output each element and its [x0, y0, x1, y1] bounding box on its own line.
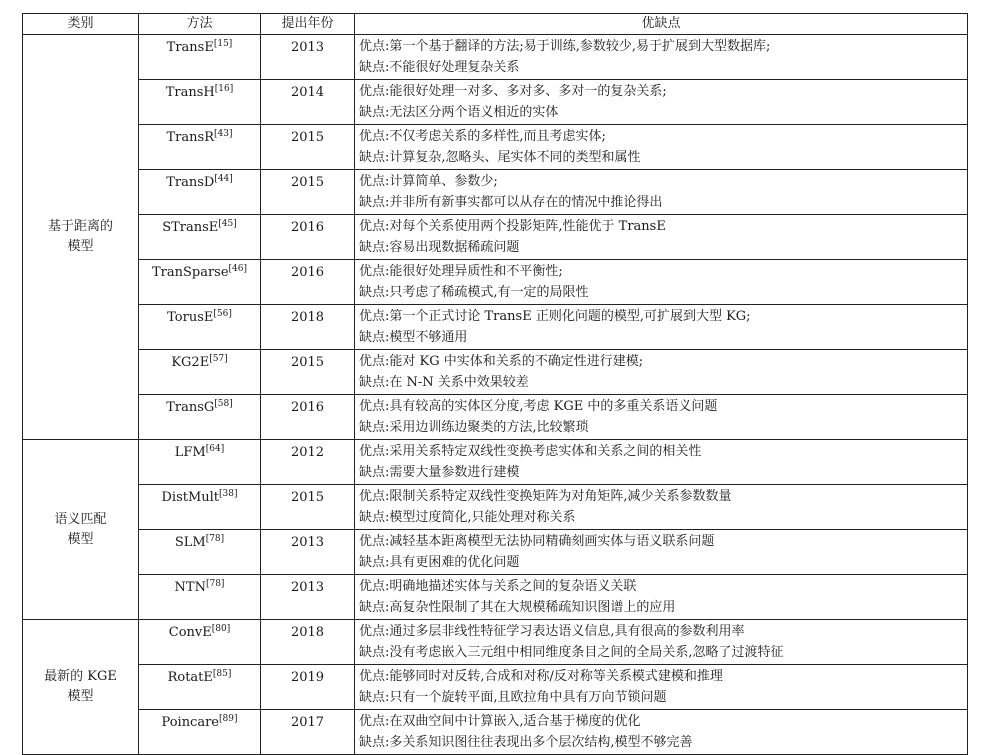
reference-number: [78] [205, 534, 225, 544]
year-cell: 2015 [261, 125, 355, 170]
method-name: TransD [166, 175, 215, 190]
reference-number: [45] [218, 219, 237, 229]
method-name: SLM [174, 535, 206, 550]
header-method: 方法 [139, 14, 261, 35]
method-cell [139, 710, 261, 755]
table-row [23, 665, 968, 710]
method-cell [139, 620, 261, 665]
reference-number: [89] [219, 714, 238, 724]
method-name: STransE [162, 220, 219, 235]
method-name: TranSparse [151, 265, 229, 280]
pros-text: 优点:不仅考虑关系的多样性,而且考虑实体; [359, 129, 606, 144]
year-cell: 2013 [261, 530, 355, 575]
method-name: TransR [166, 130, 214, 145]
proscons-cell [355, 485, 968, 530]
year-cell: 2018 [261, 305, 355, 350]
pros-text: 优点:能对 KG 中实体和关系的不确定性进行建模; [359, 354, 644, 369]
method-cell [139, 125, 261, 170]
cons-text: 缺点:计算复杂,忽略头、尾实体不同的类型和属性 [359, 149, 641, 165]
table-row [23, 395, 968, 440]
header-year: 提出年份 [261, 14, 355, 35]
reference-number: [44] [214, 174, 233, 184]
reference-number: [58] [214, 399, 233, 409]
proscons-cell [355, 665, 968, 710]
cons-text: 缺点:没有考虑嵌入三元组中相同维度条目之间的全局关系,忽略了过渡特征 [359, 644, 784, 660]
category-cell: 最新的 KGE 模型 [23, 620, 139, 755]
year-cell: 2016 [261, 215, 355, 260]
reference-number: [85] [212, 669, 232, 679]
table-header [23, 14, 968, 35]
proscons-cell [355, 350, 968, 395]
proscons-cell [355, 305, 968, 350]
table-row [23, 35, 968, 80]
method-name: TransH [165, 85, 215, 100]
year-cell: 2016 [261, 260, 355, 305]
reference-number: [78] [205, 579, 225, 589]
pros-text: 优点:具有较高的实体区分度,考虑 KGE 中的多重关系语义问题 [359, 399, 718, 414]
header-category: 类别 [23, 14, 139, 35]
method-name: NTN [174, 580, 206, 595]
pros-text: 优点:能很好处理一对多、多对多、多对一的复杂关系; [359, 84, 667, 99]
table-row [23, 620, 968, 665]
year-cell: 2017 [261, 710, 355, 755]
method-cell [139, 215, 261, 260]
year-cell: 2013 [261, 575, 355, 620]
cons-text: 缺点:无法区分两个语义相近的实体 [359, 104, 559, 120]
table-row [23, 485, 968, 530]
method-cell [139, 305, 261, 350]
year-cell: 2013 [261, 35, 355, 80]
reference-number: [57] [209, 354, 228, 364]
pros-text: 优点:限制关系特定双线性变换矩阵为对角矩阵,减少关系参数数量 [359, 489, 732, 504]
reference-number: [80] [211, 624, 231, 634]
year-cell: 2016 [261, 395, 355, 440]
method-cell [139, 530, 261, 575]
cons-text: 缺点:容易出现数据稀疏问题 [359, 239, 520, 255]
category-cell: 基于距离的 模型 [23, 35, 139, 440]
proscons-cell [355, 35, 968, 80]
year-cell: 2014 [261, 80, 355, 125]
year-cell: 2012 [261, 440, 355, 485]
year-cell: 2019 [261, 665, 355, 710]
pros-text: 优点:通过多层非线性特征学习表达语义信息,具有很高的参数利用率 [359, 624, 745, 639]
proscons-cell [355, 530, 968, 575]
method-cell [139, 575, 261, 620]
reference-number: [56] [213, 309, 232, 319]
method-name: Poincare [161, 715, 220, 730]
method-name: LFM [174, 445, 206, 460]
method-name: RotatE [167, 670, 213, 685]
cons-text: 缺点:采用边训练边聚类的方法,比较繁琐 [359, 419, 589, 435]
proscons-cell [355, 260, 968, 305]
reference-number: [64] [205, 444, 225, 454]
method-cell [139, 80, 261, 125]
method-cell [139, 35, 261, 80]
proscons-cell [355, 215, 968, 260]
cons-text: 缺点:模型不够通用 [359, 329, 468, 345]
cons-text: 缺点:在 N-N 关系中效果较差 [359, 374, 529, 390]
pros-text: 优点:能很好处理异质性和不平衡性; [359, 264, 563, 279]
pros-text: 优点:计算简单、参数少; [359, 174, 498, 189]
cons-text: 缺点:高复杂性限制了其在大规模稀疏知识图谱上的应用 [359, 599, 676, 615]
cons-text: 缺点:并非所有新事实都可以从存在的情况中推论得出 [359, 194, 663, 210]
cons-text: 缺点:具有更困难的优化问题 [359, 554, 520, 570]
cons-text: 缺点:只考虑了稀疏模式,有一定的局限性 [359, 284, 589, 300]
method-cell [139, 170, 261, 215]
pros-text: 优点:第一个正式讨论 TransE 正则化问题的模型,可扩展到大型 KG; [359, 309, 751, 324]
cons-text: 缺点:多关系知识图往往表现出多个层次结构,模型不够完善 [359, 734, 693, 750]
pros-text: 优点:第一个基于翻译的方法;易于训练,参数较少,易于扩展到大型数据库; [359, 39, 771, 54]
proscons-cell [355, 125, 968, 170]
table-row [23, 440, 968, 485]
pros-text: 优点:对每个关系使用两个投影矩阵,性能优于 TransE [359, 219, 666, 234]
table-row [23, 305, 968, 350]
method-cell [139, 350, 261, 395]
reference-number: [15] [213, 39, 233, 49]
method-cell [139, 260, 261, 305]
reference-number: [46] [228, 264, 248, 274]
method-cell [139, 440, 261, 485]
pros-text: 优点:减轻基本距离模型无法协同精确刻画实体与语义联系问题 [359, 534, 715, 549]
method-name: KG2E [171, 355, 210, 370]
method-name: TransE [166, 40, 214, 55]
header-proscons: 优缺点 [355, 14, 968, 35]
table-row [23, 710, 968, 755]
proscons-cell [355, 710, 968, 755]
method-name: TransG [166, 400, 215, 415]
proscons-cell [355, 575, 968, 620]
proscons-cell [355, 620, 968, 665]
reference-number: [16] [214, 84, 234, 94]
pros-text: 优点:明确地描述实体与关系之间的复杂语义关联 [359, 579, 637, 594]
table-row [23, 530, 968, 575]
table-row [23, 350, 968, 395]
method-name: ConvE [168, 625, 212, 640]
cons-text: 缺点:需要大量参数进行建模 [359, 464, 520, 480]
proscons-cell [355, 80, 968, 125]
reference-number: [43] [213, 129, 233, 139]
category-cell: 语义匹配 模型 [23, 440, 139, 620]
proscons-cell [355, 395, 968, 440]
method-name: TorusE [167, 310, 214, 325]
table-body [23, 35, 968, 755]
table-row [23, 170, 968, 215]
cons-text: 缺点:模型过度简化,只能处理对称关系 [359, 509, 576, 525]
method-cell [139, 485, 261, 530]
table-row [23, 125, 968, 170]
cons-text: 缺点:只有一个旋转平面,且欧拉角中具有万向节锁问题 [359, 689, 667, 705]
method-cell [139, 395, 261, 440]
year-cell: 2018 [261, 620, 355, 665]
year-cell: 2015 [261, 350, 355, 395]
pros-text: 优点:在双曲空间中计算嵌入,适合基于梯度的优化 [359, 714, 641, 729]
year-cell: 2015 [261, 485, 355, 530]
table-row [23, 260, 968, 305]
method-cell [139, 665, 261, 710]
pros-text: 优点:能够同时对反转,合成和对称/反对称等关系模式建模和推理 [359, 669, 723, 684]
table-row [23, 575, 968, 620]
year-cell: 2015 [261, 170, 355, 215]
comparison-table-container [22, 13, 967, 755]
kge-comparison-table [22, 13, 968, 755]
proscons-cell [355, 170, 968, 215]
table-row [23, 80, 968, 125]
proscons-cell [355, 440, 968, 485]
method-name: DistMult [161, 490, 220, 505]
reference-number: [38] [219, 489, 238, 499]
cons-text: 缺点:不能很好处理复杂关系 [359, 59, 520, 75]
table-row [23, 215, 968, 260]
pros-text: 优点:采用关系特定双线性变换考虑实体和关系之间的相关性 [359, 444, 702, 459]
